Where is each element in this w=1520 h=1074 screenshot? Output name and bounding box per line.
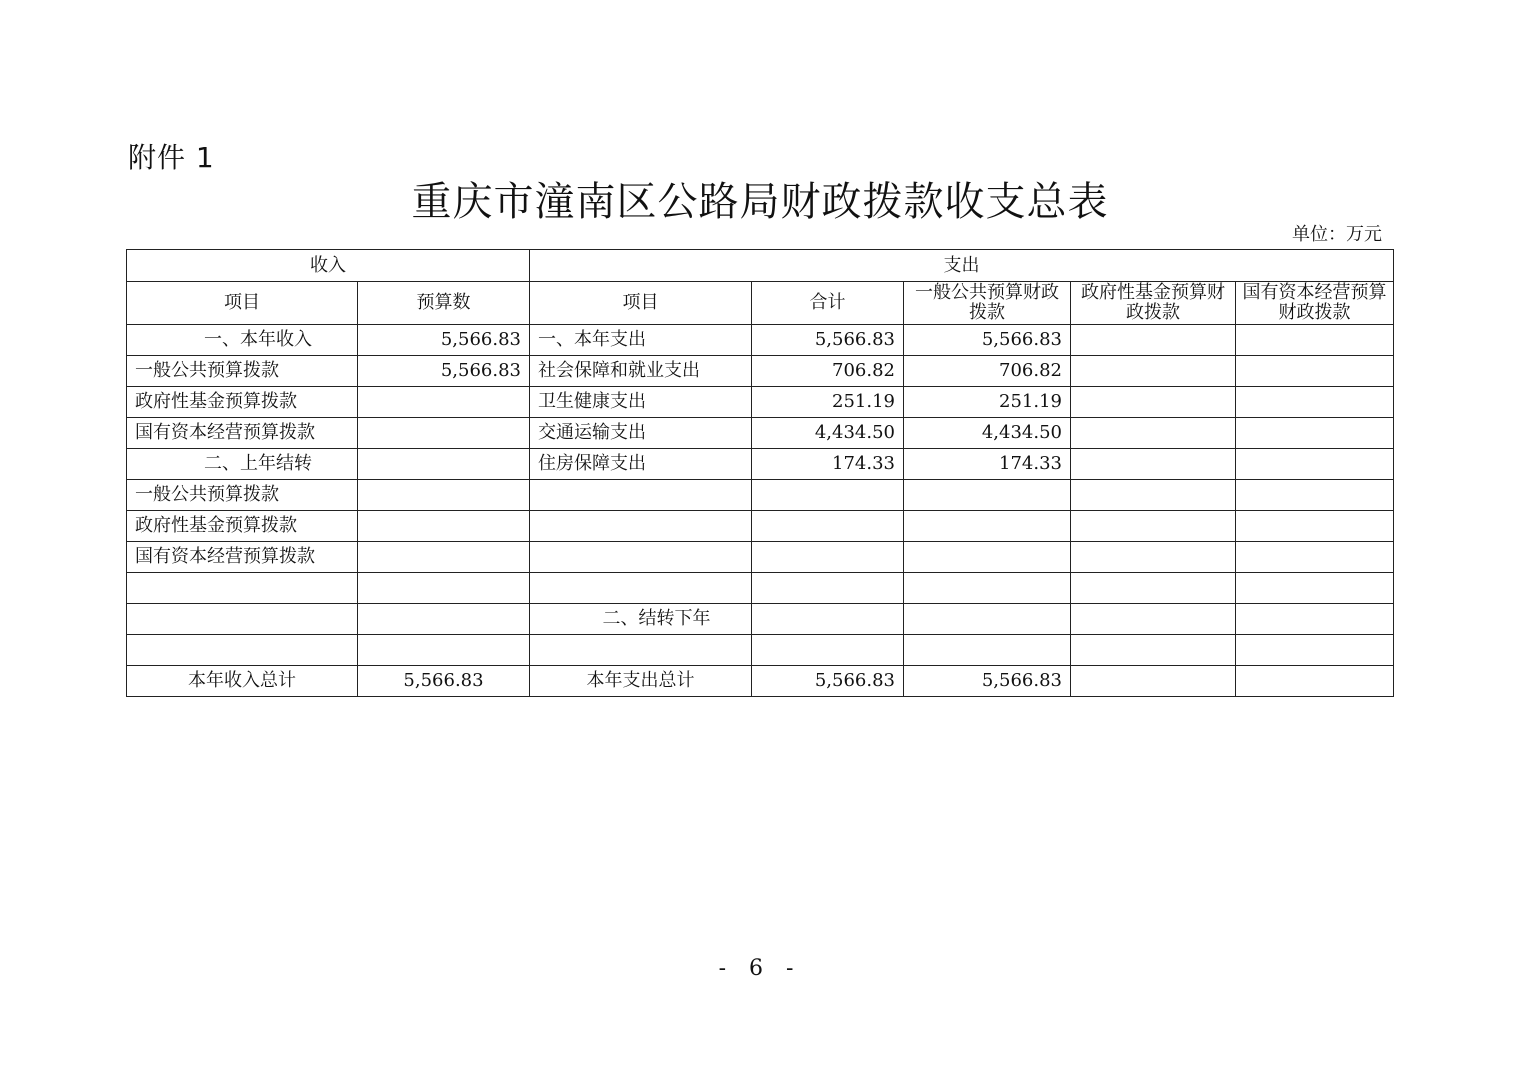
budget-cell: 5,566.83 (358, 325, 530, 356)
expense-item-cell (530, 635, 752, 666)
unit-label: 单位：万元 (1292, 224, 1382, 245)
gov-fund-cell (1071, 325, 1236, 356)
total-header: 合计 (752, 282, 904, 325)
total-cell: 4,434.50 (752, 418, 904, 449)
expense-total-label: 本年支出总计 (530, 666, 752, 697)
total-cell: 5,566.83 (752, 325, 904, 356)
state-capital-header: 国有资本经营预算财政拨款 (1236, 282, 1394, 325)
income-item-cell: 一般公共预算拨款 (127, 480, 358, 511)
gov-fund-cell (1071, 511, 1236, 542)
table-row (127, 604, 1394, 635)
state-capital-cell (1236, 480, 1394, 511)
state-capital-cell (1236, 604, 1394, 635)
state-capital-cell (1236, 511, 1394, 542)
expense-group-header: 支出 (530, 250, 1394, 282)
expense-item-cell (530, 542, 752, 573)
expense-total-value: 5,566.83 (752, 666, 904, 697)
gov-fund-cell (1071, 573, 1236, 604)
group-header-row (127, 250, 1394, 282)
gov-fund-cell (1071, 449, 1236, 480)
income-item-cell: 国有资本经营预算拨款 (127, 542, 358, 573)
state-capital-cell (1236, 635, 1394, 666)
state-capital-cell (1236, 356, 1394, 387)
expense-item-cell: 交通运输支出 (530, 418, 752, 449)
income-item-cell: 政府性基金预算拨款 (127, 511, 358, 542)
table-row (127, 573, 1394, 604)
total-cell: 174.33 (752, 449, 904, 480)
income-item-cell: 一、本年收入 (127, 325, 358, 356)
income-item-cell: 二、上年结转 (127, 449, 358, 480)
document-title: 重庆市潼南区公路局财政拨款收支总表 (411, 179, 1109, 225)
total-cell: 251.19 (752, 387, 904, 418)
budget-header: 预算数 (358, 282, 530, 325)
table-row (127, 356, 1394, 387)
total-cell (752, 604, 904, 635)
gov-fund-cell (1071, 635, 1236, 666)
gov-fund-cell (1071, 356, 1236, 387)
budget-cell (358, 573, 530, 604)
income-total-label: 本年收入总计 (127, 666, 358, 697)
expense-item-cell (530, 511, 752, 542)
budget-cell (358, 511, 530, 542)
total-row (127, 666, 1394, 697)
state-capital-cell (1236, 449, 1394, 480)
general-public-cell (904, 573, 1071, 604)
budget-cell (358, 387, 530, 418)
total-cell (752, 480, 904, 511)
general-public-cell (904, 542, 1071, 573)
state-capital-cell (1236, 387, 1394, 418)
general-public-cell: 706.82 (904, 356, 1071, 387)
budget-cell (358, 449, 530, 480)
income-item-cell (127, 604, 358, 635)
expense-item-cell: 住房保障支出 (530, 449, 752, 480)
table-row (127, 418, 1394, 449)
expense-item-cell (530, 573, 752, 604)
budget-cell: 5,566.83 (358, 356, 530, 387)
table-row (127, 542, 1394, 573)
gov-fund-total-value (1071, 666, 1236, 697)
attachment-label: 附件 1 (128, 141, 215, 174)
gov-fund-header: 政府性基金预算财政拨款 (1071, 282, 1236, 325)
table-row (127, 511, 1394, 542)
table-row (127, 635, 1394, 666)
state-capital-cell (1236, 325, 1394, 356)
expense-item-cell: 二、结转下年 (530, 604, 752, 635)
gov-fund-cell (1071, 418, 1236, 449)
budget-summary-table (126, 249, 1394, 697)
expense-item-cell: 一、本年支出 (530, 325, 752, 356)
expense-item-header: 项目 (530, 282, 752, 325)
gov-fund-cell (1071, 604, 1236, 635)
general-public-total-value: 5,566.83 (904, 666, 1071, 697)
income-item-cell: 一般公共预算拨款 (127, 356, 358, 387)
expense-item-cell (530, 480, 752, 511)
budget-cell (358, 635, 530, 666)
table-row (127, 387, 1394, 418)
income-total-value: 5,566.83 (358, 666, 530, 697)
table-row (127, 449, 1394, 480)
page-number: - 6 - (718, 956, 802, 981)
state-capital-cell (1236, 542, 1394, 573)
gov-fund-cell (1071, 387, 1236, 418)
table-row (127, 480, 1394, 511)
budget-cell (358, 418, 530, 449)
state-capital-cell (1236, 573, 1394, 604)
column-header-row (127, 282, 1394, 325)
budget-cell (358, 604, 530, 635)
state-capital-total-value (1236, 666, 1394, 697)
gov-fund-cell (1071, 542, 1236, 573)
budget-cell (358, 480, 530, 511)
general-public-cell: 174.33 (904, 449, 1071, 480)
general-public-cell (904, 511, 1071, 542)
gov-fund-cell (1071, 480, 1236, 511)
total-cell (752, 573, 904, 604)
income-item-cell: 国有资本经营预算拨款 (127, 418, 358, 449)
total-cell (752, 511, 904, 542)
general-public-cell (904, 635, 1071, 666)
income-item-cell (127, 635, 358, 666)
general-public-cell (904, 480, 1071, 511)
income-item-header: 项目 (127, 282, 358, 325)
general-public-cell (904, 604, 1071, 635)
expense-item-cell: 卫生健康支出 (530, 387, 752, 418)
total-cell (752, 635, 904, 666)
general-public-header: 一般公共预算财政拨款 (904, 282, 1071, 325)
income-item-cell: 政府性基金预算拨款 (127, 387, 358, 418)
budget-cell (358, 542, 530, 573)
expense-item-cell: 社会保障和就业支出 (530, 356, 752, 387)
total-cell: 706.82 (752, 356, 904, 387)
income-group-header: 收入 (127, 250, 530, 282)
general-public-cell: 5,566.83 (904, 325, 1071, 356)
general-public-cell: 251.19 (904, 387, 1071, 418)
table-body (127, 325, 1394, 697)
general-public-cell: 4,434.50 (904, 418, 1071, 449)
total-cell (752, 542, 904, 573)
table-row (127, 325, 1394, 356)
income-item-cell (127, 573, 358, 604)
state-capital-cell (1236, 418, 1394, 449)
